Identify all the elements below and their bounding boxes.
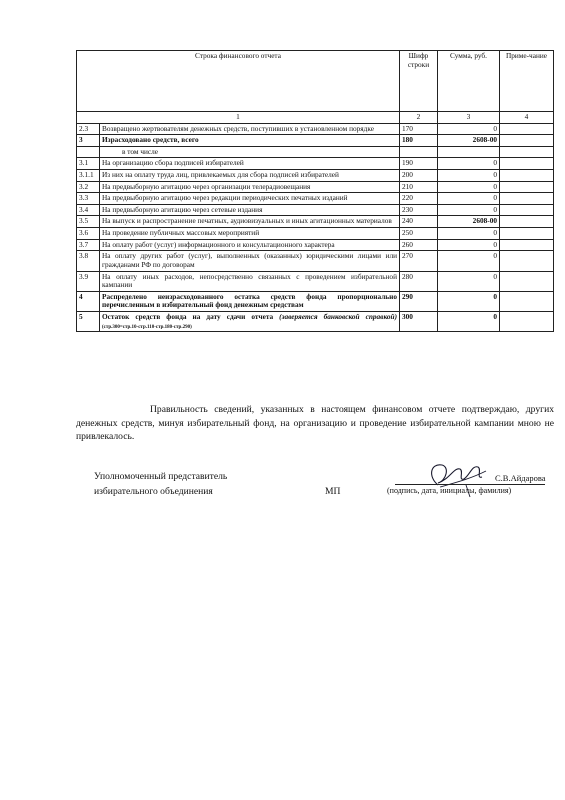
table-row	[77, 239, 554, 251]
representative-label	[94, 470, 227, 500]
row-number: 3	[77, 135, 100, 147]
row-note	[500, 251, 554, 271]
row-sum: 0	[438, 228, 500, 240]
row-code: 290	[400, 291, 438, 311]
row-text-italic: (заверяется банковской справкой)	[279, 311, 398, 321]
row-text-main: На предвыборную агитацию через сетевые издания	[102, 204, 263, 214]
row-note	[500, 311, 554, 332]
row-code: 200	[400, 170, 438, 182]
row-code: 210	[400, 181, 438, 193]
row-number: 3.8	[77, 251, 100, 271]
row-number: 3.7	[77, 239, 100, 251]
row-number: 3.1	[77, 158, 100, 170]
row-note	[500, 181, 554, 193]
row-sum: 0	[438, 239, 500, 251]
row-text	[100, 216, 400, 228]
row-number: 3.2	[77, 181, 100, 193]
table-row	[77, 311, 554, 332]
table-row	[77, 170, 554, 182]
row-text	[100, 251, 400, 271]
row-sum: 0	[438, 204, 500, 216]
row-number: 3.6	[77, 228, 100, 240]
row-code: 240	[400, 216, 438, 228]
row-text	[100, 135, 400, 147]
table-row	[77, 251, 554, 271]
row-code: 220	[400, 193, 438, 205]
row-text-main: в том числе	[122, 146, 159, 156]
row-text	[100, 170, 400, 182]
row-text	[100, 146, 400, 158]
row-text-main: На проведение публичных массовых мероприятий	[102, 228, 260, 238]
row-sum: 2608-00	[438, 135, 500, 147]
row-code: 190	[400, 158, 438, 170]
row-sum: 0	[438, 123, 500, 135]
row-text	[100, 204, 400, 216]
row-text-main: Израсходовано средств, всего	[102, 135, 199, 145]
header-row-label: Строка финансового отчета	[77, 51, 400, 112]
row-code: 170	[400, 123, 438, 135]
index-cell: 2	[400, 112, 438, 124]
statement-paragraph: Правильность сведений, указанных в настоящем финансовом отчете подтверждаю, других денежных средств, минуя избирательный фонд, на организацию и проведение избирательной кампании мною не привлекалось.	[76, 404, 554, 443]
row-text-main: Распределено неизрасходованного остатка средств фонда пропорционально перечисленным в избирательный фонд денежным средствам	[102, 291, 397, 310]
row-text-main: На выпуск и распространение печатных, аудиовизуальных и иных агитационных материалов	[102, 216, 392, 226]
header-sum: Сумма, руб.	[438, 51, 500, 112]
row-note	[500, 291, 554, 311]
row-number: 2.3	[77, 123, 100, 135]
row-number: 3.3	[77, 193, 100, 205]
row-sum: 2608-00	[438, 216, 500, 228]
table-row	[77, 271, 554, 291]
signature-caption: (подпись, дата, инициалы, фамилия)	[387, 486, 512, 495]
table-row	[77, 158, 554, 170]
table-row	[77, 216, 554, 228]
table-index-row	[77, 112, 554, 124]
table-row	[77, 146, 554, 158]
row-text-main: На оплату работ (услуг) информационного и консультационного характера	[102, 239, 335, 249]
row-note	[500, 158, 554, 170]
row-number: 3.5	[77, 216, 100, 228]
signature-line	[395, 484, 545, 485]
row-note	[500, 170, 554, 182]
row-note	[500, 123, 554, 135]
row-text-main: Возвращено жертвователям денежных средств, поступивших в установленном порядке	[102, 123, 374, 133]
row-sum: 0	[438, 251, 500, 271]
row-note	[500, 239, 554, 251]
row-text	[100, 158, 400, 170]
table-row	[77, 291, 554, 311]
row-code: 180	[400, 135, 438, 147]
row-note	[500, 228, 554, 240]
representative-label-line1: Уполномоченный представитель	[94, 471, 228, 482]
row-sum: 0	[438, 271, 500, 291]
row-number: 3.9	[77, 271, 100, 291]
row-text	[100, 181, 400, 193]
row-number: 5	[77, 311, 100, 332]
row-text-main: На организацию сбора подписей избирателей	[102, 158, 244, 168]
row-note	[500, 146, 554, 158]
representative-label-line2: избирательного объединения	[94, 485, 213, 497]
row-text	[100, 239, 400, 251]
table-row	[77, 135, 554, 147]
row-text-main: Из них на оплату труда лиц, привлекаемых для сбора подписей избирателей	[102, 170, 339, 180]
row-note	[500, 193, 554, 205]
table-row	[77, 193, 554, 205]
row-sum: 0	[438, 193, 500, 205]
row-code: 280	[400, 271, 438, 291]
index-cell: 1	[77, 112, 400, 124]
row-sum: 0	[438, 181, 500, 193]
row-text-main: На оплату иных расходов, непосредственно связанных с проведением избирательной кампании	[102, 271, 397, 290]
row-text	[100, 291, 400, 311]
row-code: 230	[400, 204, 438, 216]
row-sum: 0	[438, 158, 500, 170]
row-text-main: На предвыборную агитацию через редакции периодических печатных изданий	[102, 193, 348, 203]
row-text	[100, 193, 400, 205]
row-number: 3.4	[77, 204, 100, 216]
row-note	[500, 216, 554, 228]
row-number: 3.1.1	[77, 170, 100, 182]
row-text-main: Остаток средств фонда на дату сдачи отчета	[102, 311, 274, 321]
index-cell: 3	[438, 112, 500, 124]
stamp-place-label: МП	[325, 486, 341, 497]
row-number: 4	[77, 291, 100, 311]
table-row	[77, 228, 554, 240]
row-text	[100, 228, 400, 240]
row-text-formula: (стр.300=стр.10-стр.110-стр.180-стр.290)	[102, 324, 192, 330]
header-code: Шифр строки	[400, 51, 438, 112]
row-code	[400, 146, 438, 158]
table-row	[77, 181, 554, 193]
row-sum: 0	[438, 311, 500, 332]
row-sum: 0	[438, 291, 500, 311]
row-code: 300	[400, 311, 438, 332]
financial-report-table	[76, 50, 554, 332]
index-cell: 4	[500, 112, 554, 124]
row-code: 260	[400, 239, 438, 251]
table-row	[77, 123, 554, 135]
row-sum	[438, 146, 500, 158]
row-note	[500, 204, 554, 216]
signatory-name: С.В.Айдарова	[495, 473, 546, 483]
table-header-row	[77, 51, 554, 112]
row-note	[500, 271, 554, 291]
row-note	[500, 135, 554, 147]
table-row	[77, 204, 554, 216]
row-text	[100, 271, 400, 291]
row-code: 250	[400, 228, 438, 240]
row-text	[100, 311, 400, 332]
row-text-main: На оплату других работ (услуг), выполненных (оказанных) юридическими лицами или гражданами РФ по договорам	[102, 251, 397, 269]
row-number	[77, 146, 100, 158]
row-code: 270	[400, 251, 438, 271]
row-text	[100, 123, 400, 135]
row-sum: 0	[438, 170, 500, 182]
header-note: Приме-чание	[500, 51, 554, 112]
row-text-main: На предвыборную агитацию через организации телерадиовещания	[102, 181, 311, 191]
